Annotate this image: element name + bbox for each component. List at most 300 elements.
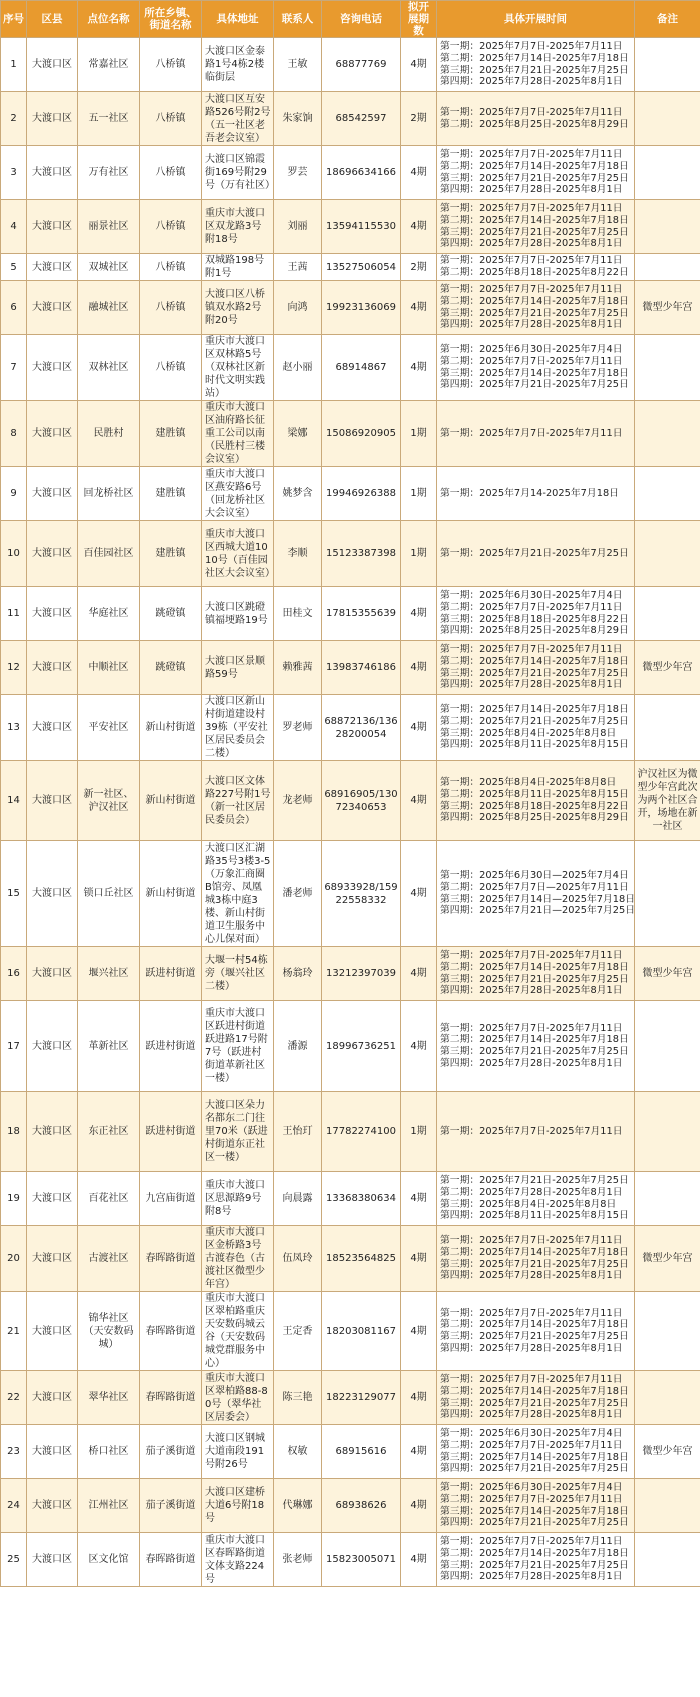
time-line: 第三期：2025年7月21日-2025年7月25日	[440, 1258, 629, 1270]
row-town: 八桥镇	[140, 254, 202, 281]
time-line: 第一期：2025年7月7日-2025年7月11日	[440, 1307, 623, 1319]
time-line: 第一期：2025年7月7日-2025年7月11日	[440, 149, 623, 161]
time-line: 第一期：2025年7月7日-2025年7月11日	[440, 1374, 623, 1386]
row-note	[635, 467, 700, 521]
row-site: 华庭社区	[78, 587, 140, 641]
row-town: 春晖路街道	[140, 1292, 202, 1371]
row-site: 桥口社区	[78, 1425, 140, 1479]
time-line: 第一期：2025年7月14日-2025年7月18日	[440, 704, 629, 716]
time-line: 第三期：2025年7月14日-2025年7月18日	[440, 1505, 629, 1517]
time-line: 第一期：2025年7月14-2025年7月18日	[440, 487, 619, 499]
row-periods: 1期	[401, 521, 437, 587]
time-line: 第二期：2025年7月14日-2025年7月18日	[440, 160, 629, 172]
time-line: 第三期：2025年8月18日-2025年8月22日	[440, 613, 629, 625]
header-site: 点位名称	[78, 1, 140, 38]
row-time	[437, 335, 635, 401]
table-row	[1, 335, 700, 401]
row-site: 万有社区	[78, 146, 140, 200]
row-phone: 13594115530	[322, 200, 401, 254]
row-phone: 17815355639	[322, 587, 401, 641]
row-address: 重庆市大渡口区翠柏路重庆天安数码城云谷（天安数码城党群服务中心）	[202, 1292, 274, 1371]
time-line: 第一期：2025年6月30日—2025年7月4日	[440, 870, 629, 882]
row-contact: 龙老师	[274, 761, 322, 841]
row-town: 春晖路街道	[140, 1533, 202, 1587]
row-site: 东正社区	[78, 1092, 140, 1172]
row-town: 八桥镇	[140, 335, 202, 401]
row-address: 大渡口区八桥镇双水路2号附20号	[202, 281, 274, 335]
time-line: 第三期：2025年7月21日-2025年7月25日	[440, 226, 629, 238]
time-line: 第一期：2025年7月7日-2025年7月11日	[440, 284, 623, 296]
row-county: 大渡口区	[27, 92, 78, 146]
row-time	[437, 1479, 635, 1533]
row-phone: 18696634166	[322, 146, 401, 200]
row-time	[437, 1425, 635, 1479]
row-periods: 2期	[401, 254, 437, 281]
time-line: 第二期：2025年7月7日-2025年7月11日	[440, 355, 623, 367]
row-site: 锦华社区（天安数码城）	[78, 1292, 140, 1371]
row-time	[437, 1226, 635, 1292]
row-contact: 赵小丽	[274, 335, 322, 401]
row-no: 3	[1, 146, 27, 200]
row-periods: 4期	[401, 1533, 437, 1587]
time-line: 第四期：2025年7月21日-2025年7月25日	[440, 1463, 629, 1475]
row-town: 春晖路街道	[140, 1371, 202, 1425]
table-row	[1, 200, 700, 254]
time-line: 第一期：2025年7月7日-2025年7月11日	[440, 1235, 623, 1247]
row-note	[635, 38, 700, 92]
row-phone: 18523564825	[322, 1226, 401, 1292]
time-line: 第三期：2025年8月4日-2025年8月8日	[440, 727, 617, 739]
table-row	[1, 1226, 700, 1292]
row-periods: 4期	[401, 841, 437, 947]
row-no: 13	[1, 695, 27, 761]
row-address: 大堰一村54栋旁（堰兴社区二楼）	[202, 947, 274, 1001]
row-address: 大渡口区汇湖路35号3楼3-5（万象汇商圈B馆旁、凤凰城3栋中庭3楼、新山村街道卫生服务中心儿保对面）	[202, 841, 274, 947]
row-periods: 4期	[401, 587, 437, 641]
table-row	[1, 947, 700, 1001]
row-county: 大渡口区	[27, 38, 78, 92]
time-line: 第三期：2025年8月18日-2025年8月22日	[440, 800, 629, 812]
row-phone: 68916905/13072340653	[322, 761, 401, 841]
header-row	[1, 1, 700, 38]
table-row	[1, 521, 700, 587]
time-line: 第三期：2025年7月21日-2025年7月25日	[440, 1331, 629, 1342]
row-contact: 王定香	[274, 1292, 322, 1371]
time-line: 第一期：2025年6月30日-2025年7月4日	[440, 1482, 623, 1494]
row-contact: 权敏	[274, 1425, 322, 1479]
row-address: 重庆市大渡口区西城大道1010号（百佳园社区大会议室）	[202, 521, 274, 587]
row-time	[437, 1533, 635, 1587]
time-line: 第四期：2025年8月11日-2025年8月15日	[440, 739, 629, 751]
row-note	[635, 841, 700, 947]
row-periods: 2期	[401, 92, 437, 146]
row-address: 大渡口区锦霞街169号附29号（万有社区）	[202, 146, 274, 200]
row-site: 翠华社区	[78, 1371, 140, 1425]
time-line: 第二期：2025年8月11日-2025年8月15日	[440, 788, 629, 800]
row-note: 微型少年宫	[635, 641, 700, 695]
row-site: 融城社区	[78, 281, 140, 335]
row-no: 10	[1, 521, 27, 587]
row-periods: 4期	[401, 761, 437, 841]
time-line: 第四期：2025年7月21日-2025年7月25日	[440, 379, 629, 391]
time-line: 第四期：2025年7月28日-2025年8月1日	[440, 1270, 623, 1282]
table-row	[1, 467, 700, 521]
time-line: 第二期：2025年7月14日-2025年7月18日	[440, 1034, 629, 1046]
time-line: 第二期：2025年7月14日-2025年7月18日	[440, 1385, 629, 1397]
row-county: 大渡口区	[27, 1533, 78, 1587]
row-county: 大渡口区	[27, 254, 78, 281]
row-site: 革新社区	[78, 1001, 140, 1092]
row-no: 15	[1, 841, 27, 947]
row-periods: 4期	[401, 1371, 437, 1425]
time-line: 第二期：2025年7月7日-2025年7月11日	[440, 1493, 623, 1505]
row-site: 堰兴社区	[78, 947, 140, 1001]
table-row	[1, 761, 700, 841]
row-town: 新山村街道	[140, 841, 202, 947]
table-row	[1, 1425, 700, 1479]
row-contact: 朱家饷	[274, 92, 322, 146]
row-contact: 赖雅茜	[274, 641, 322, 695]
time-line: 第三期：2025年7月21日-2025年7月25日	[440, 1397, 629, 1409]
row-town: 跃进村街道	[140, 1001, 202, 1092]
row-no: 7	[1, 335, 27, 401]
row-periods: 4期	[401, 1226, 437, 1292]
row-time	[437, 695, 635, 761]
row-town: 跃进村街道	[140, 947, 202, 1001]
row-periods: 4期	[401, 1425, 437, 1479]
row-address: 重庆市大渡口区燕安路6号（回龙桥社区大会议室）	[202, 467, 274, 521]
row-note	[635, 146, 700, 200]
row-town: 九宫庙街道	[140, 1172, 202, 1226]
row-periods: 4期	[401, 335, 437, 401]
row-town: 茄子溪街道	[140, 1425, 202, 1479]
row-no: 16	[1, 947, 27, 1001]
row-site: 回龙桥社区	[78, 467, 140, 521]
time-line: 第四期：2025年7月28日-2025年8月1日	[440, 238, 623, 250]
time-line: 第二期：2025年7月14日-2025年7月18日	[440, 655, 629, 667]
row-county: 大渡口区	[27, 1226, 78, 1292]
time-line: 第二期：2025年7月14日-2025年7月18日	[440, 52, 629, 64]
row-note	[635, 335, 700, 401]
row-time	[437, 521, 635, 587]
row-note	[635, 200, 700, 254]
row-note	[635, 1172, 700, 1226]
time-line: 第二期：2025年7月14日-2025年7月18日	[440, 1547, 629, 1559]
row-periods: 4期	[401, 146, 437, 200]
row-note	[635, 92, 700, 146]
row-site: 锁口丘社区	[78, 841, 140, 947]
time-line: 第一期：2025年8月4日-2025年8月8日	[440, 777, 617, 789]
row-contact: 杨翁玲	[274, 947, 322, 1001]
row-time	[437, 1092, 635, 1172]
time-line: 第四期：2025年7月28日-2025年8月1日	[440, 1571, 623, 1583]
table-body	[1, 38, 700, 1587]
row-note	[635, 521, 700, 587]
row-address: 重庆市大渡口区思源路9号附8号	[202, 1172, 274, 1226]
row-county: 大渡口区	[27, 761, 78, 841]
row-town: 建胜镇	[140, 521, 202, 587]
time-line: 第二期：2025年7月21日-2025年7月25日	[440, 715, 629, 727]
row-county: 大渡口区	[27, 695, 78, 761]
table-row	[1, 1292, 700, 1371]
row-address: 重庆市大渡口区油府路长征重工公司以南（民胜村三楼会议室）	[202, 401, 274, 467]
row-time	[437, 200, 635, 254]
row-no: 21	[1, 1292, 27, 1371]
row-county: 大渡口区	[27, 146, 78, 200]
time-line: 第二期：2025年8月25日-2025年8月29日	[440, 118, 629, 130]
time-line: 第三期：2025年7月14日-2025年7月18日	[440, 367, 629, 379]
header-time: 具体开展时间	[437, 1, 635, 38]
row-note	[635, 1292, 700, 1371]
row-phone: 18203081167	[322, 1292, 401, 1371]
row-contact: 向晨露	[274, 1172, 322, 1226]
row-no: 17	[1, 1001, 27, 1092]
row-no: 14	[1, 761, 27, 841]
row-site: 江州社区	[78, 1479, 140, 1533]
row-address: 大渡口区新山村街道建设村39栋（平安社区居民委员会二楼）	[202, 695, 274, 761]
row-note: 微型少年宫	[635, 281, 700, 335]
row-address: 重庆市大渡口区金桥路3号古渡春色（古渡社区微型少年宫）	[202, 1226, 274, 1292]
row-county: 大渡口区	[27, 841, 78, 947]
row-periods: 4期	[401, 1172, 437, 1226]
row-town: 新山村街道	[140, 761, 202, 841]
table-row	[1, 1001, 700, 1092]
row-address: 大渡口区跳磴镇福埂路19号	[202, 587, 274, 641]
table-row	[1, 281, 700, 335]
row-address: 大渡口区金泰路1号4栋2楼临街层	[202, 38, 274, 92]
row-note	[635, 1092, 700, 1172]
row-no: 12	[1, 641, 27, 695]
table-row	[1, 695, 700, 761]
row-contact: 陈三艳	[274, 1371, 322, 1425]
row-phone: 68914867	[322, 335, 401, 401]
time-line: 第三期：2025年7月21日-2025年7月25日	[440, 307, 629, 319]
header-county: 区县	[27, 1, 78, 38]
time-line: 第三期：2025年7月21日-2025年7月25日	[440, 64, 629, 76]
time-line: 第四期：2025年8月25日-2025年8月29日	[440, 812, 629, 824]
time-line: 第三期：2025年7月14日—2025年7月18日	[440, 893, 636, 905]
row-town: 八桥镇	[140, 38, 202, 92]
time-line: 第一期：2025年7月7日-2025年7月11日	[440, 255, 623, 267]
row-note	[635, 401, 700, 467]
row-town: 八桥镇	[140, 200, 202, 254]
row-address: 双城路198号附1号	[202, 254, 274, 281]
header-no: 序号	[1, 1, 27, 38]
row-contact: 潘老师	[274, 841, 322, 947]
time-line: 第二期：2025年7月14日-2025年7月18日	[440, 1246, 629, 1258]
row-periods: 4期	[401, 38, 437, 92]
row-address: 重庆市大渡口区跃进村街道跃进路17号附7号（跃进村街道革新社区一楼）	[202, 1001, 274, 1092]
row-no: 11	[1, 587, 27, 641]
table-row	[1, 1172, 700, 1226]
row-address: 大渡口区朵力名都东二门往里70米（跃进村街道东正社区一楼）	[202, 1092, 274, 1172]
time-line: 第二期：2025年7月14日-2025年7月18日	[440, 1319, 629, 1331]
row-address: 重庆市大渡口区双龙路3号附18号	[202, 200, 274, 254]
row-phone: 18223129077	[322, 1371, 401, 1425]
time-line: 第三期：2025年7月21日-2025年7月25日	[440, 973, 629, 985]
row-periods: 4期	[401, 1292, 437, 1371]
time-line: 第二期：2025年7月7日-2025年7月11日	[440, 1439, 623, 1451]
row-town: 春晖路街道	[140, 1226, 202, 1292]
row-periods: 1期	[401, 467, 437, 521]
row-no: 1	[1, 38, 27, 92]
row-site: 中顺社区	[78, 641, 140, 695]
row-town: 建胜镇	[140, 467, 202, 521]
row-contact: 王怡玎	[274, 1092, 322, 1172]
time-line: 第二期：2025年7月7日—2025年7月11日	[440, 881, 629, 893]
row-county: 大渡口区	[27, 401, 78, 467]
row-note	[635, 587, 700, 641]
time-line: 第四期：2025年7月28日-2025年8月1日	[440, 985, 623, 997]
row-phone: 68542597	[322, 92, 401, 146]
row-no: 19	[1, 1172, 27, 1226]
row-contact: 罗老师	[274, 695, 322, 761]
table-row	[1, 1092, 700, 1172]
table-row	[1, 146, 700, 200]
row-phone: 18996736251	[322, 1001, 401, 1092]
time-line: 第四期：2025年7月28日-2025年8月1日	[440, 76, 623, 88]
table-row	[1, 1533, 700, 1587]
row-no: 6	[1, 281, 27, 335]
row-no: 23	[1, 1425, 27, 1479]
time-line: 第四期：2025年7月21日—2025年7月25日	[440, 905, 636, 917]
row-phone: 68872136/13628200054	[322, 695, 401, 761]
row-site: 常嘉社区	[78, 38, 140, 92]
row-note	[635, 254, 700, 281]
row-contact: 刘丽	[274, 200, 322, 254]
row-contact: 罗芸	[274, 146, 322, 200]
time-line: 第四期：2025年7月28日-2025年8月1日	[440, 319, 623, 331]
row-contact: 向鸿	[274, 281, 322, 335]
row-county: 大渡口区	[27, 947, 78, 1001]
row-note: 微型少年宫	[635, 947, 700, 1001]
row-contact: 王敏	[274, 38, 322, 92]
row-phone: 15086920905	[322, 401, 401, 467]
row-time	[437, 38, 635, 92]
row-address: 重庆市大渡口区双林路5号（双林社区新时代文明实践站）	[202, 335, 274, 401]
row-note	[635, 1371, 700, 1425]
row-town: 新山村街道	[140, 695, 202, 761]
time-line: 第四期：2025年8月11日-2025年8月15日	[440, 1210, 629, 1222]
row-time	[437, 281, 635, 335]
time-line: 第二期：2025年7月14日-2025年7月18日	[440, 214, 629, 226]
row-time	[437, 587, 635, 641]
row-county: 大渡口区	[27, 521, 78, 587]
table-row	[1, 92, 700, 146]
row-contact: 李顺	[274, 521, 322, 587]
row-periods: 4期	[401, 1479, 437, 1533]
row-county: 大渡口区	[27, 1371, 78, 1425]
row-county: 大渡口区	[27, 1425, 78, 1479]
header-periods: 拟开展期数	[401, 1, 437, 38]
header-phone: 咨询电话	[322, 1, 401, 38]
time-line: 第二期：2025年7月14日-2025年7月18日	[440, 295, 629, 307]
time-line: 第四期：2025年8月25日-2025年8月29日	[440, 625, 629, 637]
row-county: 大渡口区	[27, 1001, 78, 1092]
row-no: 5	[1, 254, 27, 281]
row-town: 跃进村街道	[140, 1092, 202, 1172]
time-line: 第二期：2025年8月18日-2025年8月22日	[440, 267, 629, 278]
row-town: 跳磴镇	[140, 641, 202, 695]
time-line: 第四期：2025年7月21日-2025年7月25日	[440, 1517, 629, 1529]
row-address: 大渡口区建桥大道6号附18号	[202, 1479, 274, 1533]
row-site: 五一社区	[78, 92, 140, 146]
table-row	[1, 587, 700, 641]
row-contact: 代琳娜	[274, 1479, 322, 1533]
row-periods: 4期	[401, 200, 437, 254]
row-time	[437, 1292, 635, 1371]
table-row	[1, 1371, 700, 1425]
row-address: 大渡口区互安路526号附2号（五一社区老吾老会议室）	[202, 92, 274, 146]
row-note	[635, 695, 700, 761]
row-county: 大渡口区	[27, 587, 78, 641]
row-no: 22	[1, 1371, 27, 1425]
table-row	[1, 1479, 700, 1533]
header-address: 具体地址	[202, 1, 274, 38]
time-line: 第三期：2025年8月4日-2025年8月8日	[440, 1198, 617, 1210]
row-county: 大渡口区	[27, 641, 78, 695]
row-site: 古渡社区	[78, 1226, 140, 1292]
time-line: 第一期：2025年6月30日-2025年7月4日	[440, 590, 623, 602]
time-line: 第三期：2025年7月21日-2025年7月25日	[440, 1046, 629, 1057]
header-note: 备注	[635, 1, 700, 38]
time-line: 第一期：2025年7月7日-2025年7月11日	[440, 203, 623, 215]
row-note: 沪汉社区为微型少年宫此次为两个社区合开，场地在新一社区	[635, 761, 700, 841]
row-phone: 19923136069	[322, 281, 401, 335]
time-line: 第二期：2025年7月7日-2025年7月11日	[440, 601, 623, 613]
row-phone: 15123387398	[322, 521, 401, 587]
row-town: 八桥镇	[140, 146, 202, 200]
row-note: 微型少年宫	[635, 1425, 700, 1479]
row-time	[437, 401, 635, 467]
time-line: 第一期：2025年6月30日-2025年7月4日	[440, 1428, 623, 1440]
row-county: 大渡口区	[27, 1092, 78, 1172]
time-line: 第四期：2025年7月28日-2025年8月1日	[440, 184, 623, 196]
time-line: 第一期：2025年7月7日-2025年7月11日	[440, 950, 623, 962]
time-line: 第一期：2025年7月21日-2025年7月25日	[440, 547, 629, 559]
row-no: 25	[1, 1533, 27, 1587]
row-phone: 15823005071	[322, 1533, 401, 1587]
row-address: 重庆市大渡口区翠柏路88-80号（翠华社区居委会）	[202, 1371, 274, 1425]
row-site: 民胜村	[78, 401, 140, 467]
row-county: 大渡口区	[27, 335, 78, 401]
row-no: 9	[1, 467, 27, 521]
row-site: 双城社区	[78, 254, 140, 281]
header-contact: 联系人	[274, 1, 322, 38]
row-site: 平安社区	[78, 695, 140, 761]
row-county: 大渡口区	[27, 281, 78, 335]
time-line: 第三期：2025年7月21日-2025年7月25日	[440, 172, 629, 184]
row-town: 建胜镇	[140, 401, 202, 467]
row-phone: 68915616	[322, 1425, 401, 1479]
row-phone: 13983746186	[322, 641, 401, 695]
row-address: 大渡口区钢城大道南段191号附26号	[202, 1425, 274, 1479]
row-county: 大渡口区	[27, 467, 78, 521]
row-address: 大渡口区景顺路59号	[202, 641, 274, 695]
row-no: 2	[1, 92, 27, 146]
time-line: 第二期：2025年7月28日-2025年8月1日	[440, 1186, 623, 1198]
row-site: 百花社区	[78, 1172, 140, 1226]
time-line: 第三期：2025年7月14日-2025年7月18日	[440, 1451, 629, 1463]
table-row	[1, 254, 700, 281]
row-contact: 潘源	[274, 1001, 322, 1092]
time-line: 第一期：2025年7月7日-2025年7月11日	[440, 1022, 623, 1034]
row-no: 20	[1, 1226, 27, 1292]
time-line: 第一期：2025年7月7日-2025年7月11日	[440, 106, 623, 118]
time-line: 第四期：2025年7月28日-2025年8月1日	[440, 1057, 623, 1069]
row-note	[635, 1001, 700, 1092]
row-county: 大渡口区	[27, 200, 78, 254]
